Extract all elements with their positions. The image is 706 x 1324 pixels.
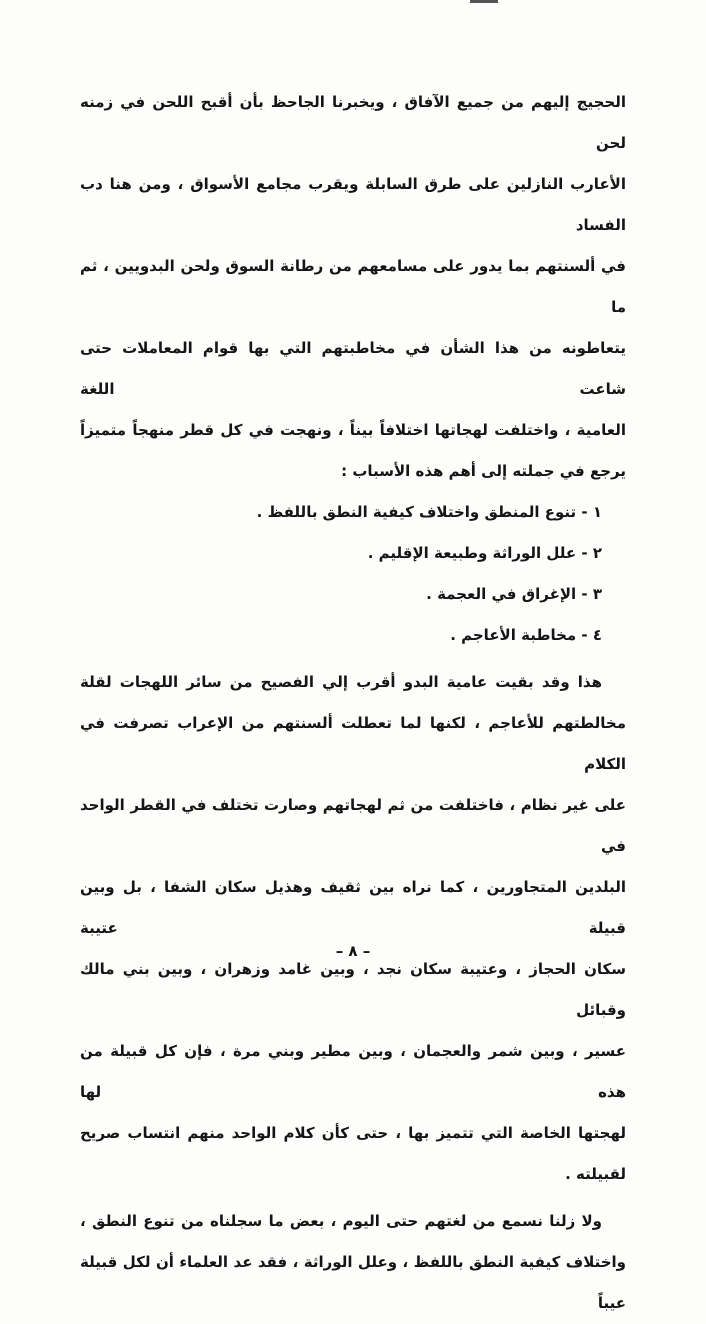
text-line: في ألسنتهم بما يدور على مسامعهم من رطانة السوق ولحن البدويين ، ثم ما [80,257,626,316]
paragraph-2 [80,662,626,1195]
text-line: هذا وقد بقيت عامية البدو أقرب إلي الفصيح من سائر اللهجات لقلة [80,673,602,691]
list-item: ٤ - مخاطبة الأعاجم . [450,626,602,644]
page-number: – ٨ – [335,942,371,960]
text-line: يتعاطونه من هذا الشأن في مخاطبتهم التي بها قوام المعاملات حتى شاعت اللغة [80,339,626,398]
causes-list [80,492,626,656]
text-line: سكان الحجاز ، وعتيبة سكان نجد ، وبين غامد وزهران ، وبين بني مالك وقبائل [80,960,626,1019]
text-line: الأعارب النازلين على طرق السابلة ويقرب مجامع الأسواق ، ومن هنا دب الفساد [80,175,626,234]
list-item: ٣ - الإغراق في العجمة . [426,585,602,603]
text-line: لهجتها الخاصة التي تتميز بها ، حتى كأن كلام الواحد منهم انتساب صريح [80,1124,626,1142]
text-line: لقبيلته . [565,1165,626,1183]
text-line: الحجيج إليهم من جميع الآفاق ، ويخبرنا الجاحظ بأن أقبح اللحن في زمنه لحن [80,93,626,152]
page-body [80,82,626,1324]
text-line: على غير نظام ، فاختلفت من ثم لهجاتهم وصارت تختلف في القطر الواحد في [80,796,626,855]
text-line: عسير ، وبين شمر والعجمان ، وبين مطير وبني مرة ، فإن كل قبيلة من هذه لها [80,1042,626,1101]
text-line: العامية ، واختلفت لهجاتها اختلافاً بيناً ، ونهجت في كل قطر منهجاً متميزاً [80,421,626,439]
paragraph-3 [80,1201,626,1324]
list-item: ١ - تنوع المنطق واختلاف كيفية النطق باللفظ . [256,503,602,521]
text-line: واختلاف كيفية النطق باللفظ ، وعلل الوراثة ، فقد عد العلماء أن لكل قبيلة عيباً [80,1253,626,1312]
paragraph-1 [80,82,626,492]
text-line: مخالطتهم للأعاجم ، لكنها لما تعطلت ألسنتهم من الإعراب تصرفت في الكلام [80,714,626,773]
list-item: ٢ - علل الوراثة وطبيعة الإقليم . [367,544,602,562]
text-line: يرجع في جملته إلى أهم هذه الأسباب : [341,462,626,480]
scan-mark [470,0,498,3]
text-line: البلدين المتجاورين ، كما نراه بين ثقيف وهذيل سكان الشفا ، بل وبين قبيلة عتيبة [80,878,626,937]
text-line: ولا زلنا نسمع من لغتهم حتى اليوم ، بعض ما سجلناه من تنوع النطق ، [80,1212,602,1230]
